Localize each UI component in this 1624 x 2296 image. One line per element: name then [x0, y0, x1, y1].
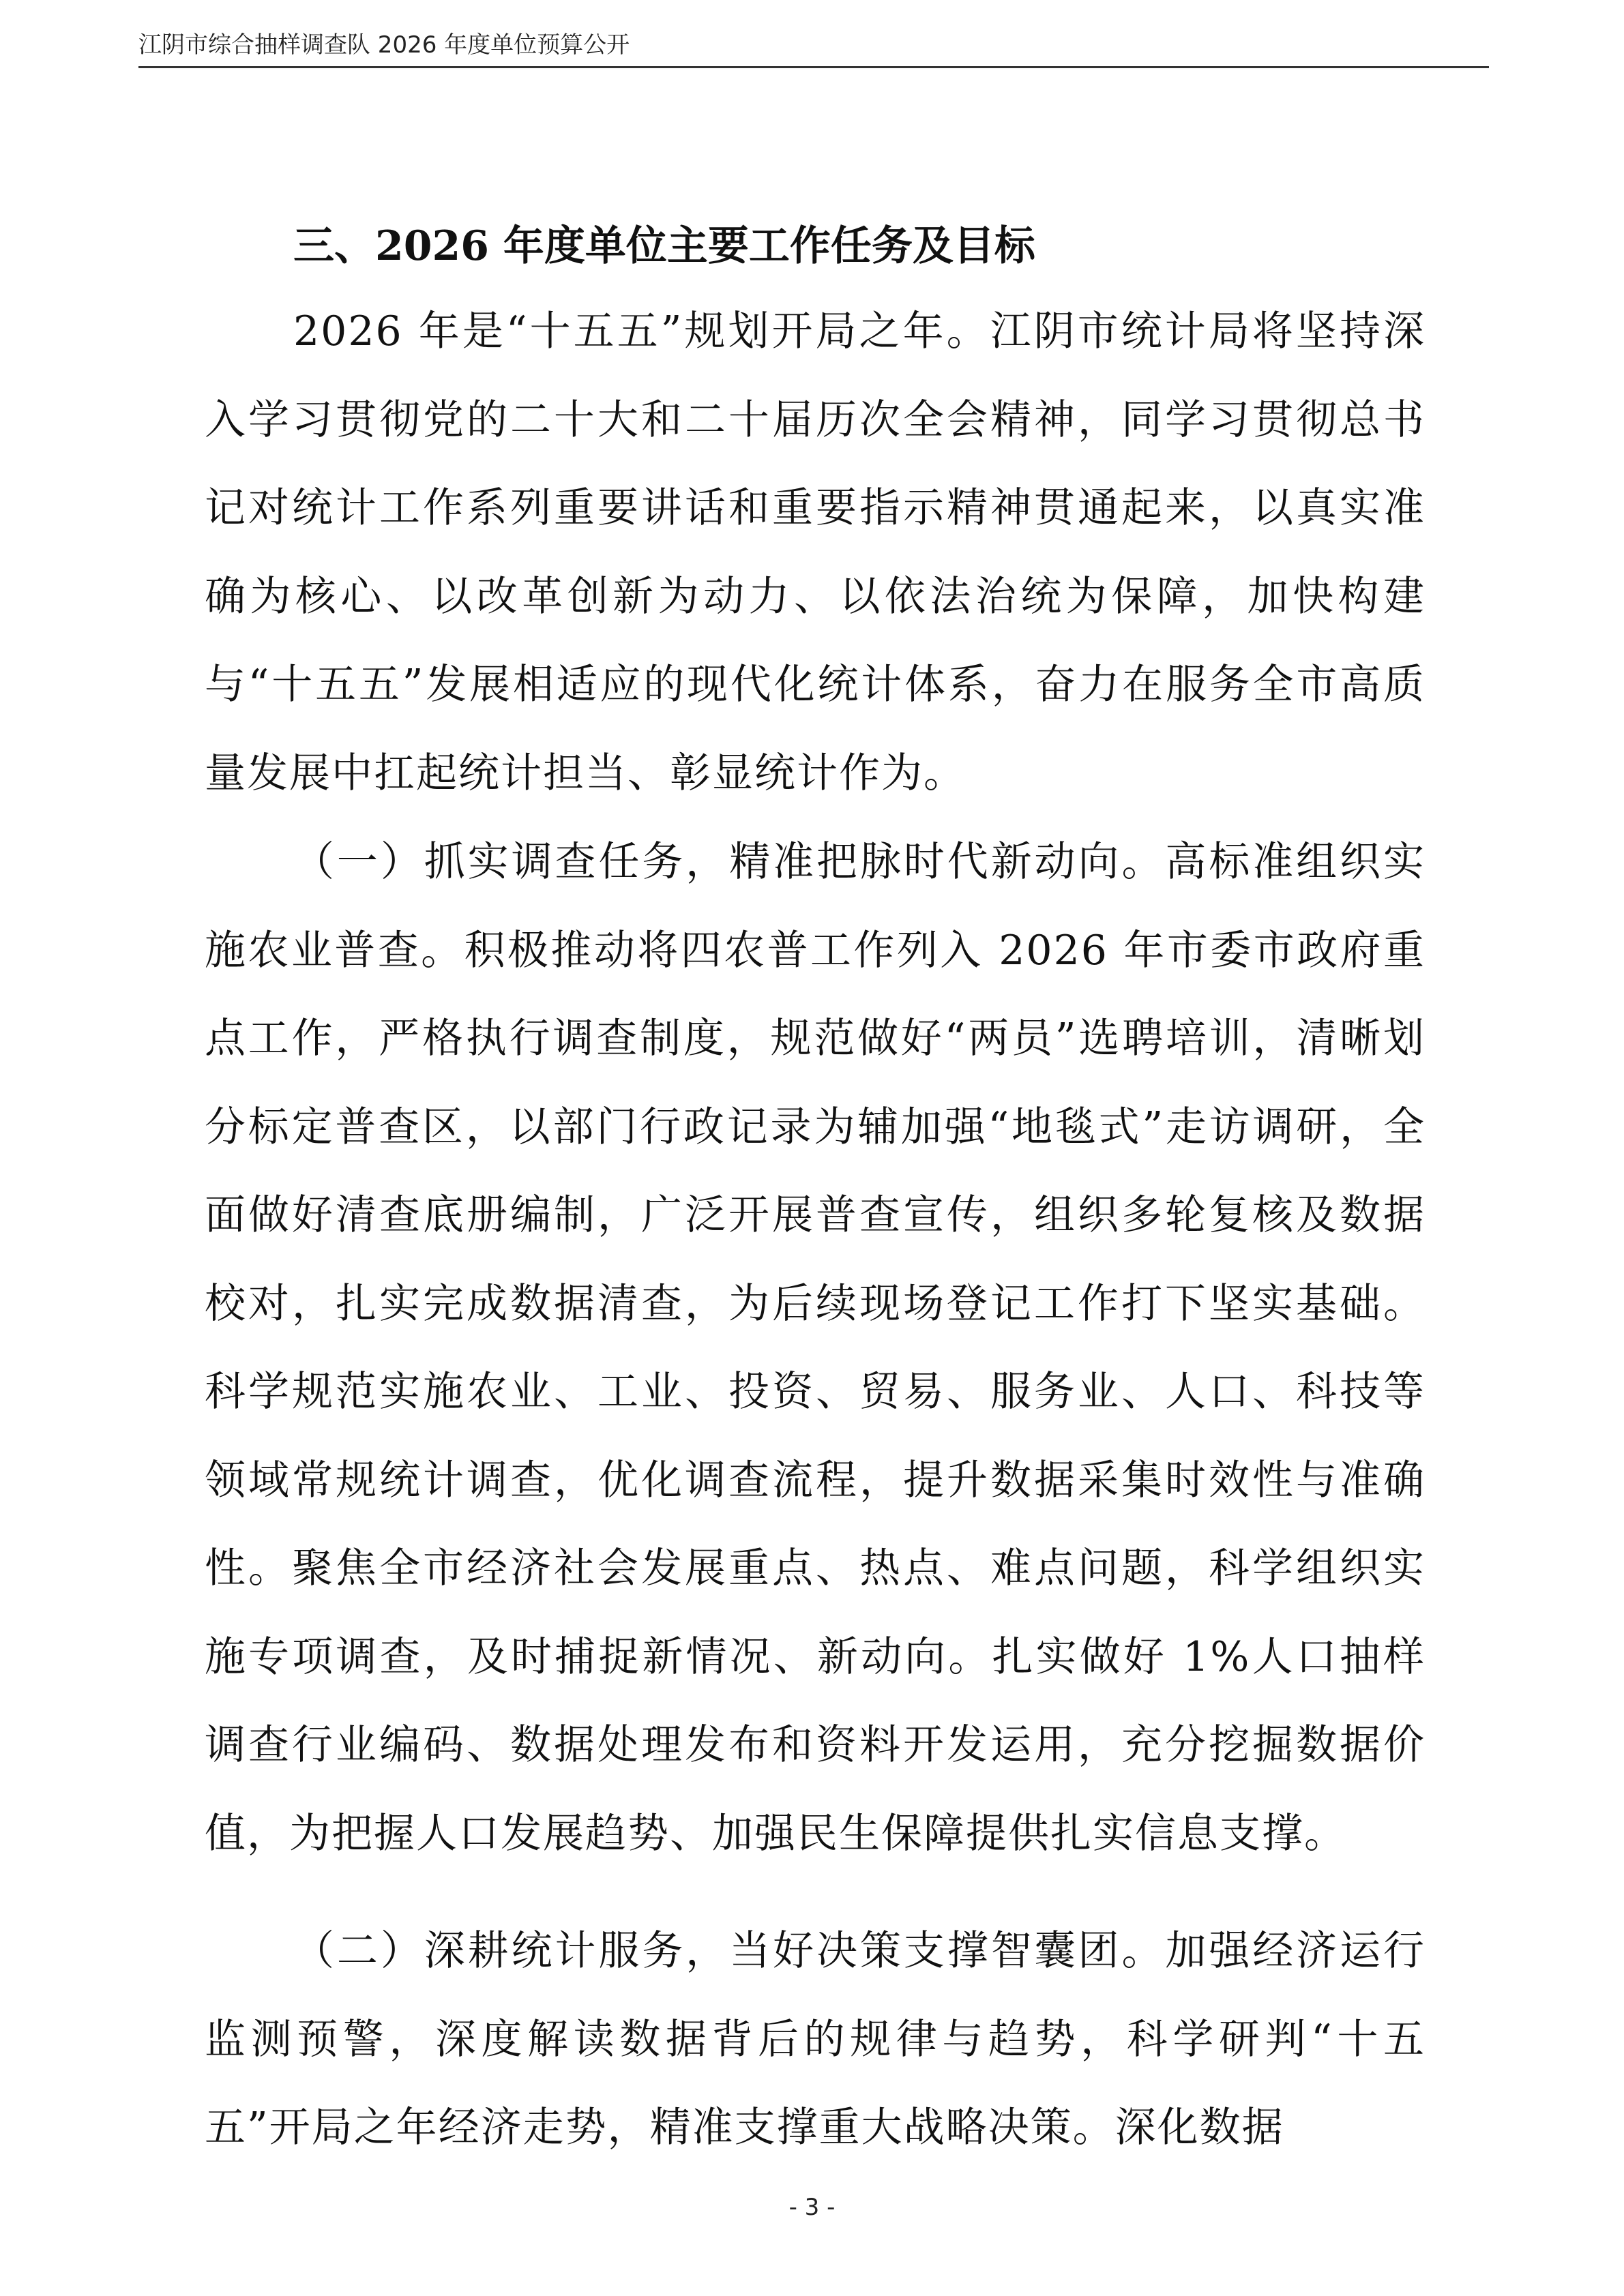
- header-title: 江阴市综合抽样调查队 2026 年度单位预算公开: [138, 31, 630, 59]
- paragraph-statistical-services: （二）深耕统计服务，当好决策支撑智囊团。加强经济运行监测预警，深度解读数据背后的规律与趋势，科学研判“十五五”开局之年经济走势，精准支撑重大战略决策。深化数据: [205, 1927, 1426, 2151]
- paragraph-survey-tasks: （一）抓实调查任务，精准把脉时代新动向。高标准组织实施农业普查。积极推动将四农普工作列入 2026 年市委市政府重点工作，严格执行调查制度，规范做好“两员”选聘培训，清晰划分标定普查区，以部门行政记录为辅加强“地毯式”走访调研，全面做好清查底册编制，广泛开展普查宣传，组织多轮复核及数据校对，扎实完成数据清查，为后续现场登记工作打下坚实基础。科学规范实施农业、工业、投资、贸易、服务业、人口、科技等领域常规统计调查，优化调查流程，提升数据采集时效性与准确性。聚焦全市经济社会发展重点、热点、难点问题，科学组织实施专项调查，及时捕捉新情况、新动向。扎实做好 1%人口抽样调查行业编码、数据处理发布和资料开发运用，充分挖掘数据价值，为把握人口发展趋势、加强民生保障提供扎实信息支撑。: [205, 838, 1426, 1858]
- section-heading: 三、2026 年度单位主要工作任务及目标: [293, 222, 1035, 270]
- paragraph-intro: 2026 年是“十五五”规划开局之年。江阴市统计局将坚持深入学习贯彻党的二十大和二十届历次全会精神，同学习贯彻总书记对统计工作系列重要讲话和重要指示精神贯通起来，以真实准确为核心、以改革创新为动力、以依法治统为保障，加快构建与“十五五”发展相适应的现代化统计体系，奋力在服务全市高质量发展中扛起统计担当、彰显统计作为。: [205, 308, 1426, 797]
- page-number: - 3 -: [788, 2194, 836, 2221]
- page-header: [138, 26, 1489, 68]
